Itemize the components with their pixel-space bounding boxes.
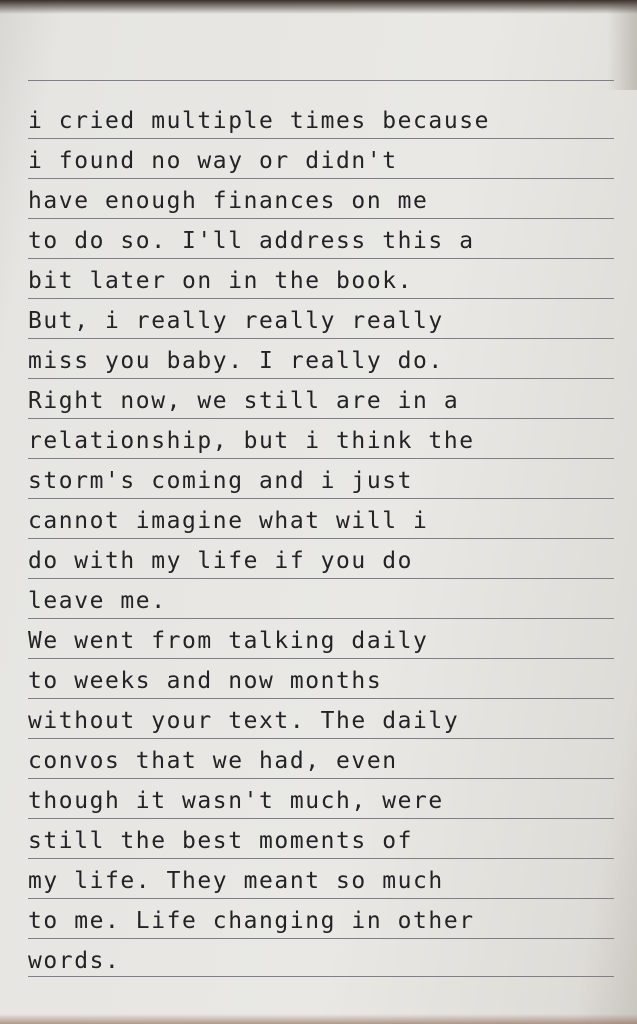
handwritten-line: to do so. I'll address this a — [28, 228, 475, 254]
handwritten-line: miss you baby. I really do. — [28, 348, 444, 374]
ruled-line — [28, 976, 614, 977]
handwritten-line: storm's coming and i just — [28, 468, 414, 494]
ruled-line — [28, 418, 614, 419]
ruled-line — [28, 938, 614, 939]
ruled-line — [28, 378, 614, 379]
ruled-line — [28, 458, 614, 459]
handwritten-line: my life. They meant so much — [28, 868, 444, 894]
ruled-line — [28, 898, 614, 899]
ruled-line — [28, 578, 614, 579]
handwritten-line: i cried multiple times because — [28, 108, 491, 134]
handwritten-line: relationship, but i think the — [28, 428, 475, 454]
handwritten-line: to me. Life changing in other — [28, 908, 475, 934]
handwritten-line: convos that we had, even — [28, 748, 398, 774]
handwritten-line: We went from talking daily — [28, 628, 429, 654]
handwritten-line: But, i really really really — [28, 308, 444, 334]
ruled-line — [28, 178, 614, 179]
ruled-line — [28, 818, 614, 819]
handwritten-line: leave me. — [28, 588, 167, 614]
page-bottom-edge — [0, 1014, 637, 1024]
ruled-line — [28, 698, 614, 699]
ruled-line — [28, 658, 614, 659]
ruled-line — [28, 538, 614, 539]
ruled-line — [28, 858, 614, 859]
handwritten-line: words. — [28, 948, 121, 974]
handwritten-line: still the best moments of — [28, 828, 414, 854]
ruled-line — [28, 738, 614, 739]
page-corner-shade — [607, 0, 637, 90]
page-top-shadow — [0, 0, 637, 14]
handwritten-line: though it wasn't much, were — [28, 788, 444, 814]
ruled-line — [28, 618, 614, 619]
ruled-line — [28, 498, 614, 499]
handwritten-line: have enough finances on me — [28, 188, 429, 214]
handwritten-line: do with my life if you do — [28, 548, 414, 574]
handwritten-line: i found no way or didn't — [28, 148, 398, 174]
handwritten-line: bit later on in the book. — [28, 268, 414, 294]
ruled-line — [28, 338, 614, 339]
handwritten-line: Right now, we still are in a — [28, 388, 460, 414]
ruled-line — [28, 778, 614, 779]
handwritten-line: to weeks and now months — [28, 668, 383, 694]
ruled-line — [28, 298, 614, 299]
ruled-line — [28, 258, 614, 259]
ruled-line — [28, 218, 614, 219]
ruled-line — [28, 138, 614, 139]
handwritten-line: without your text. The daily — [28, 708, 460, 734]
header-rule — [28, 80, 614, 81]
handwritten-line: cannot imagine what will i — [28, 508, 429, 534]
